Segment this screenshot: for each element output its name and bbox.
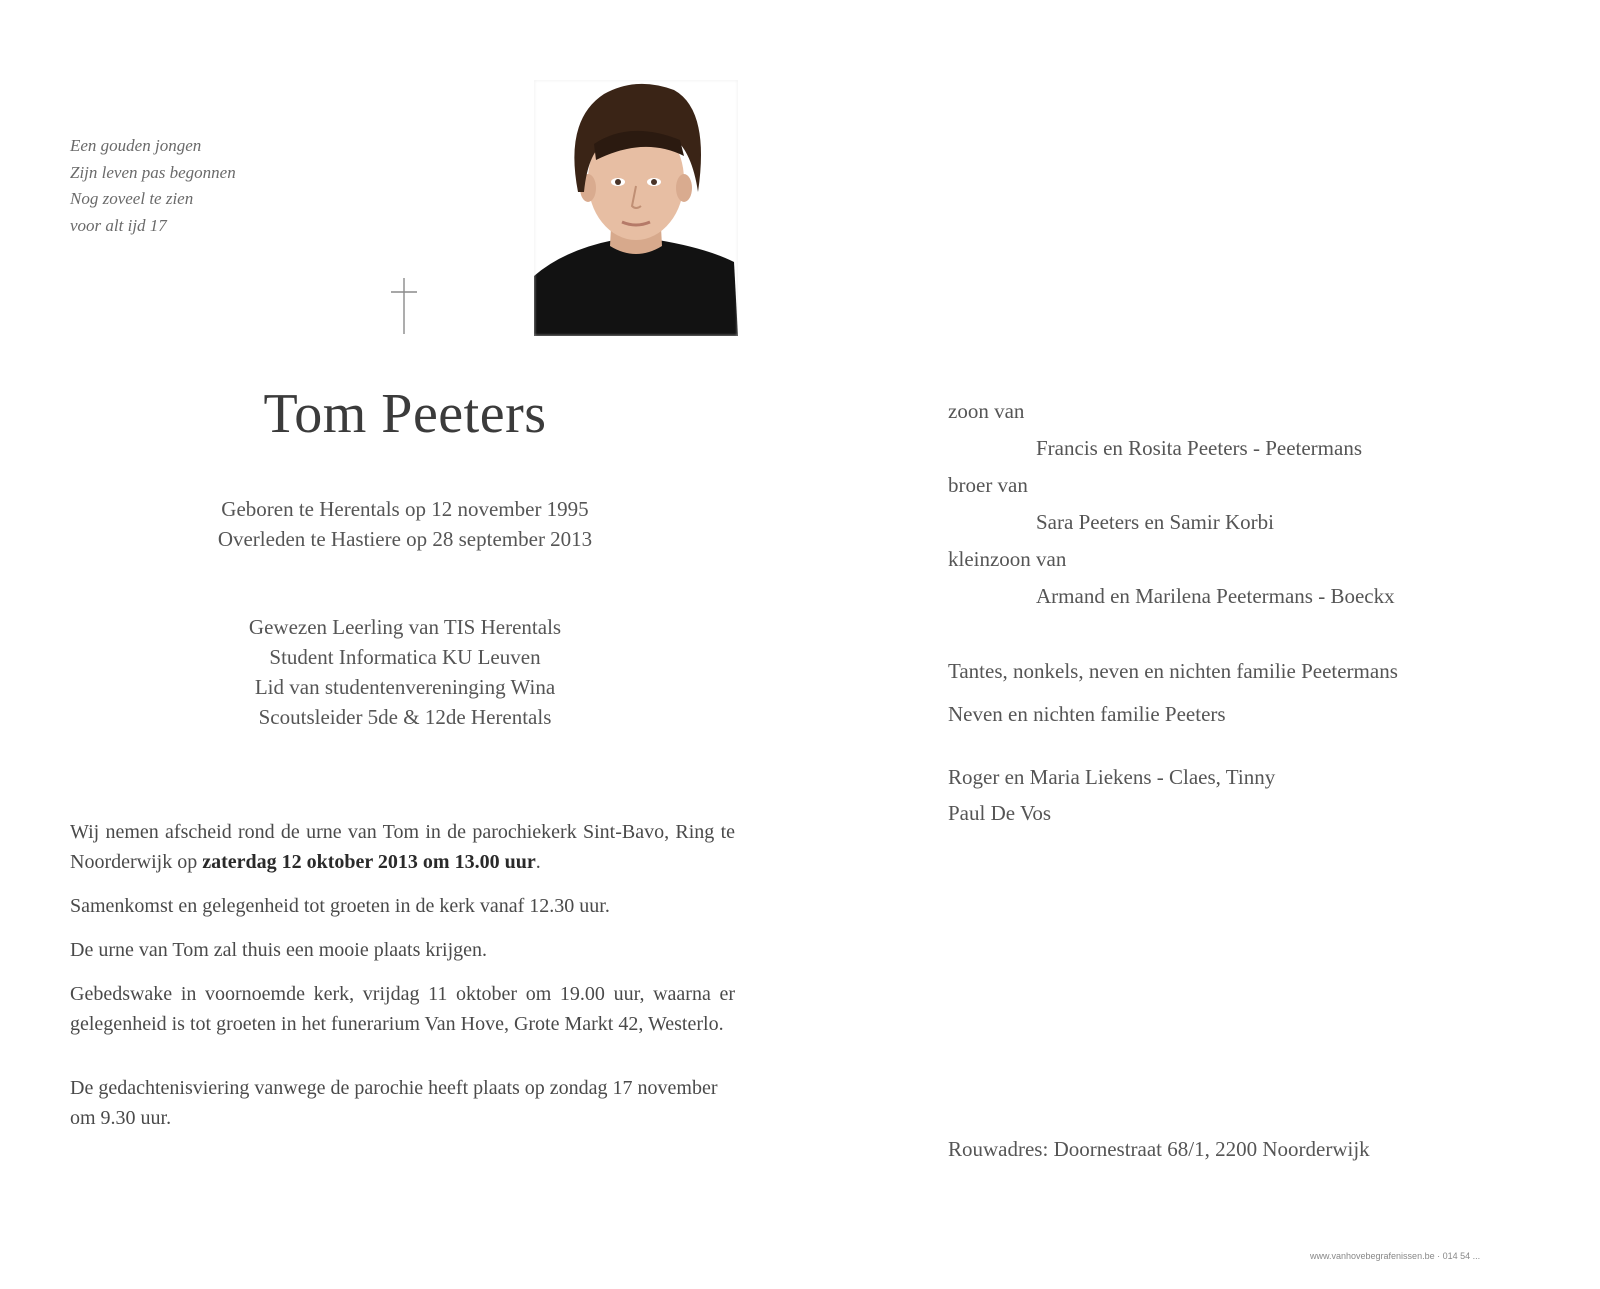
role-line: Gewezen Leerling van TIS Herentals <box>248 615 562 639</box>
ceremony-datetime: zaterdag 12 oktober 2013 om 13.00 uur <box>202 851 536 873</box>
extended-family-1: Tantes, nonkels, neven en nichten familie Peetermans <box>948 659 1398 683</box>
poem-line: Nog zoveel te zien <box>70 189 194 208</box>
printer-footer: www.vanhovebegrafenissen.be · 014 54 ... <box>1310 1251 1481 1261</box>
poem-line: voor alt ijd 17 <box>70 215 167 235</box>
life-roles <box>150 612 660 732</box>
role-line: Student Informatica KU Leuven <box>269 645 541 669</box>
brother-label: broer van <box>948 473 1028 497</box>
poem <box>70 133 390 239</box>
funeral-details <box>70 817 735 1147</box>
death-line: Overleden te Hastiere op 28 september 2013 <box>217 527 593 551</box>
role-line: Lid van studentenvereninging Wina <box>254 675 556 699</box>
parents-names: Francis en Rosita Peeters - Peetermans <box>1036 436 1362 460</box>
memorial-paragraph: De gedachtenisviering vanwege de parochie heeft plaats op zondag 17 november om 9.30 uur. <box>70 1077 718 1129</box>
poem-line: Zijn leven pas begonnen <box>70 162 236 182</box>
portrait-photo <box>534 80 738 336</box>
role-line: Scoutsleider 5de & 12de Herentals <box>258 705 552 729</box>
friends-line-1: Roger en Maria Liekens - Claes, Tinny <box>948 765 1276 789</box>
cross-icon <box>389 278 419 334</box>
deceased-name: Tom Peeters <box>263 383 547 445</box>
birth-line: Geboren te Herentals op 12 november 1995 <box>221 497 589 521</box>
ceremony-paragraph <box>70 817 735 877</box>
friends-line-2: Paul De Vos <box>948 801 1052 825</box>
vigil-paragraph: Gebedswake in voornoemde kerk, vrijdag 11 oktober om 19.00 uur, waarna er gelegenheid is tot groeten in het funerarium Van Hove, Grote Markt 42, Westerlo. <box>70 983 735 1035</box>
gathering-paragraph: Samenkomst en gelegenheid tot groeten in de kerk vanaf 12.30 uur. <box>70 895 610 917</box>
life-dates <box>150 494 660 554</box>
urn-paragraph: De urne van Tom zal thuis een mooie plaats krijgen. <box>70 939 488 961</box>
son-label: zoon van <box>948 399 1025 423</box>
family-list <box>948 393 1548 615</box>
poem-line: Een gouden jongen <box>70 136 202 155</box>
mourning-address: Rouwadres: Doornestraat 68/1, 2200 Noorderwijk <box>948 1137 1370 1161</box>
grandson-label: kleinzoon van <box>948 547 1067 571</box>
ceremony-end: . <box>535 851 541 873</box>
siblings-names: Sara Peeters en Samir Korbi <box>1036 510 1274 534</box>
ceremony-text: Wij nemen afscheid rond de urne van Tom in de parochiekerk Sint-Bavo, Ring te Noorderwijk op <box>70 821 735 873</box>
extended-family-2: Neven en nichten familie Peeters <box>948 702 1226 726</box>
grandparents-names: Armand en Marilena Peetermans - Boeckx <box>1036 584 1395 608</box>
